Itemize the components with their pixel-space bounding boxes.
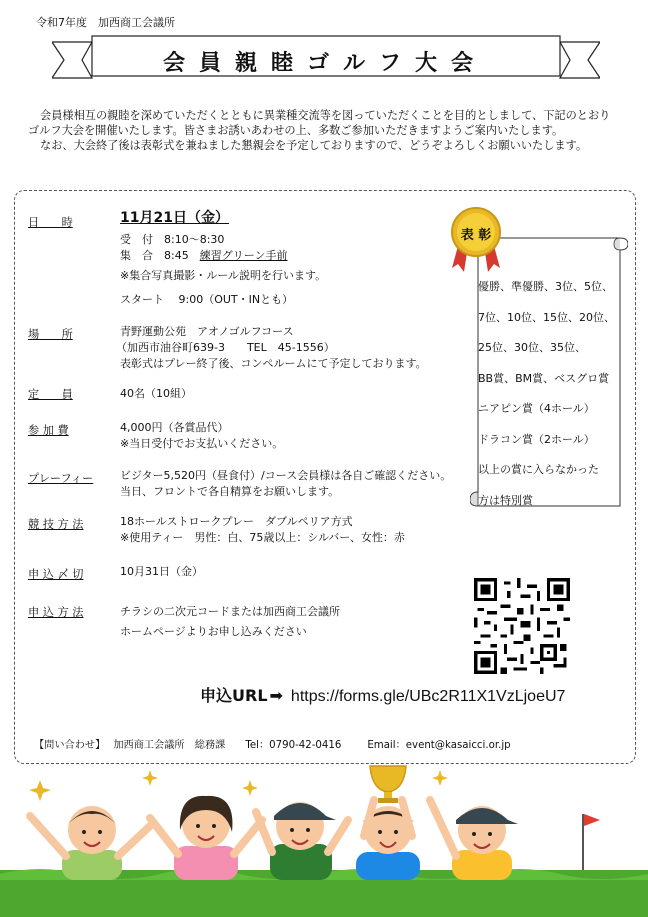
intro-text: [28, 108, 620, 153]
deadline-value: 10月31日（金）: [120, 565, 203, 578]
reception-time: 受 付 8:10～8:30: [120, 233, 225, 246]
contact-tel[interactable]: Tel：0790-42-0416: [245, 740, 342, 751]
event-date: 11月21日（金）: [120, 210, 229, 226]
gathering-time: [120, 248, 287, 264]
fee-value: 4,000円（各賞品代）: [120, 421, 229, 434]
venue-label: 場 所: [28, 328, 73, 341]
signup-label: 申込URL: [200, 686, 268, 705]
golfers-illustration: [0, 760, 648, 917]
method-label: 申 込 方 法: [28, 606, 84, 619]
award-item: 25位、30位、35位、: [478, 341, 586, 354]
contact-line: [34, 736, 511, 751]
gathering-prefix: 集 合 8:45: [120, 249, 200, 262]
photo-note: ※集合写真撮影・ルール説明を行います。: [120, 269, 327, 282]
intro-paragraph-2: なお、大会終了後は表彰式を兼ねました懇親会を予定しておりますので、どうぞよろしくお願いいたします。: [40, 139, 588, 152]
award-item: 方は特別賞: [478, 493, 533, 507]
award-item: 7位、10位、15位、20位、: [478, 310, 615, 324]
date-label: 日 時: [28, 216, 73, 229]
fee-label: 参 加 費: [28, 424, 69, 437]
gathering-place: 練習グリーン手前: [199, 249, 288, 262]
header-year-org: 令和7年度 加西商工会議所: [36, 16, 175, 29]
capacity-value: 40名（10組）: [120, 387, 192, 400]
awards-list: [478, 272, 626, 516]
capacity-label: 定 員: [28, 388, 73, 401]
format-line2: ※使用ティー 男性：白、75歳以上：シルバー、女性：赤: [120, 531, 405, 544]
award-item: 以上の賞に入らなかった: [478, 463, 599, 476]
format-line1: 18ホールストロークプレー ダブルペリア方式: [120, 515, 353, 528]
award-item: ドラコン賞（2ホール）: [478, 432, 595, 446]
play-fee-line1: ビジター5,520円（昼食付）/コース会員様は各自ご確認ください。: [120, 469, 452, 482]
trophy-icon: [370, 766, 406, 792]
award-item: BB賞、BM賞、ベスグロ賞: [478, 371, 610, 385]
arrow-icon: ➡: [269, 686, 283, 705]
venue-address: （加西市油谷町639-3 TEL 45-1556）: [116, 341, 335, 354]
award-item: ニアピン賞（4ホール）: [478, 402, 595, 415]
method-line1: チラシの二次元コードまたは加西商工会議所: [120, 605, 340, 618]
play-fee-line2: 当日、フロントで各自精算をお願いします。: [120, 485, 340, 498]
qr-code-icon[interactable]: [474, 578, 570, 674]
fee-note: ※当日受付でお支払いください。: [120, 437, 284, 450]
flag-pole: [582, 814, 584, 870]
award-badge-label: 表 彰: [460, 228, 492, 243]
deadline-label: 申 込 〆 切: [28, 568, 84, 581]
start-time: スタート 9:00（OUT・INとも）: [120, 293, 294, 306]
venue-name: 青野運動公苑 アオノゴルフコース: [120, 325, 294, 338]
method-line2: ホームページよりお申し込みください: [120, 625, 307, 638]
signup-url-link[interactable]: https://forms.gle/UBc2R11X1VzLjoeU7: [290, 688, 566, 705]
intro-paragraph-1: 会員様相互の親睦を深めていただくとともに異業種交流等を図っていただくことを目的としまして、下記のとおりゴルフ大会を開催いたします。皆さまお誘いあわせの上、多数ご参加いただきますようご案内いたします。: [28, 109, 611, 137]
play-fee-label: プレーフィー: [28, 472, 94, 485]
signup-url-line: [200, 683, 565, 706]
contact-label: 【問い合わせ】: [34, 740, 106, 751]
venue-note: 表彰式はプレー終了後、コンペルームにて予定しております。: [120, 357, 427, 370]
contact-org: 加西商工会議所 総務課: [113, 740, 226, 751]
contact-email[interactable]: Email：event@kasaicci.or.jp: [367, 740, 511, 751]
page-title: 会員親睦ゴルフ大会: [162, 51, 487, 76]
format-label: 競 技 方 法: [28, 518, 84, 531]
award-item: 優勝、準優勝、3位、5位、: [478, 280, 613, 293]
